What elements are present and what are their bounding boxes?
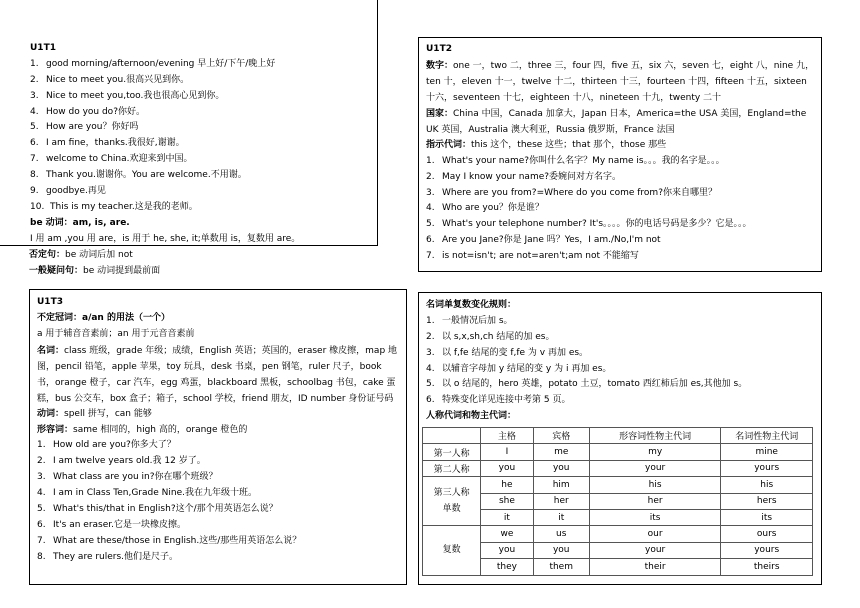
u1t2-numbers: 数字：one 一，two 二，three 三，four 四，five 五，six 六，seven 七，eight 八，nine 九，ten 十，eleven 十一，twelve 十二，thirteen 十三，fourteen 十四，fifteen 十五，sixteen 十六，seventeen 十七，eighteen 十八，nineteen 十九，twenty 二十 <box>426 60 815 103</box>
u1t2-box <box>418 37 822 272</box>
u1t1-item-text: Nice to meet you.很高兴见到你。 <box>46 74 190 85</box>
u1t3-list <box>37 438 401 565</box>
u1t1-item-number: 8. <box>30 170 39 181</box>
pronoun-title: 人称代词和物主代词： <box>426 411 517 422</box>
table-header-cell: 主格 <box>481 428 533 444</box>
u1t3-item-number: 5. <box>37 504 46 515</box>
plural-box <box>418 292 822 585</box>
table-cell: our <box>589 526 721 542</box>
u1t1-item-number: 1. <box>30 58 39 69</box>
table-row <box>423 509 813 525</box>
u1t1-item <box>30 184 375 200</box>
u1t3-item-number: 7. <box>37 535 46 546</box>
u1t3-item-text: What's this/that in English?这个/那个用英语怎么说？ <box>53 504 278 515</box>
plural-item-text: 一般情况后加 s。 <box>442 315 513 326</box>
table-cell: its <box>721 509 813 525</box>
plural-item-number: 2. <box>426 331 435 342</box>
plural-item-text: 以 o 结尾的，hero 英雄，potato 土豆，tomato 西红柿后加 es,其他加 s。 <box>442 379 748 390</box>
plural-item <box>426 330 818 346</box>
u1t3-item <box>37 518 401 534</box>
u1t3-nouns: 名词：class 班级，grade 年级；成绩，English 英语；英国的，eraser 橡皮擦，map 地图，pencil 铅笔，apple 苹果，toy 玩具，desk 书桌，pen 钢笔，ruler 尺子，book 书，orange 橙子，car 汽车，egg 鸡蛋，blackboard 黑板，schoolbag 书包，cake 蛋糕，bus 公交车，box 盒子；箱子，school 学校，friend 朋友，ID number 身份证号码 <box>37 345 398 404</box>
u1t1-item-number: 4. <box>30 106 39 117</box>
plural-item-number: 1. <box>426 315 435 326</box>
u1t1-item <box>30 152 375 168</box>
u1t1-item <box>30 89 375 105</box>
table-cell: yours <box>721 460 813 476</box>
u1t1-item-number: 6. <box>30 138 39 149</box>
u1t3-item <box>37 438 401 454</box>
u1t1-item-number: 7. <box>30 154 39 165</box>
table-cell: their <box>589 559 721 575</box>
table-row <box>423 559 813 575</box>
u1t2-item <box>426 217 816 233</box>
table-cell: he <box>481 477 533 493</box>
u1t3-item-text: What class are you in?你在哪个班级？ <box>53 472 218 483</box>
table-cell: we <box>481 526 533 542</box>
u1t3-item-number: 3. <box>37 472 46 483</box>
u1t3-item-number: 2. <box>37 456 46 467</box>
u1t1-item <box>30 136 375 152</box>
pronoun-table <box>422 427 813 576</box>
u1t1-item-text: I am fine，thanks.我很好,谢谢。 <box>46 138 185 149</box>
u1t3-item-number: 6. <box>37 519 46 530</box>
table-cell: his <box>721 477 813 493</box>
plural-item-number: 6. <box>426 395 435 406</box>
u1t2-item-text: What's your telephone number? It's。。。。你的电话号码是多少？它是。。。 <box>442 219 752 230</box>
u1t3-verbs: 动词：spell 拼写，can 能够 <box>37 408 152 419</box>
u1t3-box <box>29 289 407 585</box>
u1t2-item <box>426 154 816 170</box>
table-cell: her <box>533 493 589 509</box>
u1t1-item-text: good morning/afternoon/evening 早上好/下午/晚上好 <box>46 58 276 69</box>
u1t1-item-text: Nice to meet you,too.我也很高心见到你。 <box>46 90 225 101</box>
u1t2-item-number: 3. <box>426 187 435 198</box>
u1t3-item-number: 8. <box>37 551 46 562</box>
u1t3-adjectives: 形容词：same 相同的，high 高的，orange 橙色的 <box>37 424 248 435</box>
u1t1-title: U1T1 <box>30 43 56 53</box>
table-group-label: 第三人称单数 <box>423 477 481 526</box>
u1t2-item <box>426 170 816 186</box>
u1t1-be-rule: I 用 am ,you 用 are，is 用于 he, she, it;单数用 is，复数用 are。 <box>30 233 301 244</box>
table-group-label: 第二人称 <box>423 460 481 476</box>
u1t3-title: U1T3 <box>37 297 63 307</box>
table-cell: your <box>589 542 721 558</box>
u1t1-item-text: goodbye.再见 <box>46 186 106 197</box>
u1t2-item <box>426 201 816 217</box>
table-row <box>423 493 813 509</box>
u1t3-item <box>37 470 401 486</box>
table-cell: ours <box>721 526 813 542</box>
table-cell: yours <box>721 542 813 558</box>
table-group-label: 复数 <box>423 526 481 575</box>
table-cell: you <box>481 460 533 476</box>
u1t2-item-number: 1. <box>426 155 435 166</box>
table-header-cell <box>423 428 481 444</box>
u1t1-item-text: Thank you.谢谢你。You are welcome.不用谢。 <box>46 170 247 181</box>
u1t3-indef-text: a 用于辅音音素前；an 用于元音音素前 <box>37 328 195 339</box>
table-cell: your <box>589 460 721 476</box>
u1t2-demonstratives: 指示代词：this 这个，these 这些；that 那个，those 那些 <box>426 139 667 150</box>
plural-item <box>426 346 818 362</box>
u1t2-item-text: is not=isn't; are not=aren't;am not 不能缩写 <box>442 251 639 262</box>
u1t1-item <box>30 105 375 121</box>
u1t1-item <box>30 120 375 136</box>
table-cell: you <box>533 542 589 558</box>
u1t1-item-text: How do you do?你好。 <box>46 106 145 117</box>
table-header-row <box>423 428 813 444</box>
plural-item-text: 特殊变化详见连接中考第 5 页。 <box>442 395 571 406</box>
table-cell: me <box>533 444 589 460</box>
u1t3-item-text: How old are you?你多大了？ <box>53 440 176 451</box>
table-cell: I <box>481 444 533 460</box>
u1t2-item-text: Where are you from?=Where do you come from?你来自哪里？ <box>442 187 717 198</box>
table-row <box>423 460 813 476</box>
u1t3-indef-label: 不定冠词：a/an 的用法（一个） <box>37 312 170 323</box>
table-cell: you <box>481 542 533 558</box>
u1t1-negative: 否定句：be 动词后加 not <box>29 250 133 260</box>
u1t3-item-number: 1. <box>37 440 46 451</box>
u1t2-item-number: 5. <box>426 219 435 230</box>
u1t3-item-text: I am in Class Ten,Grade Nine.我在九年级十班。 <box>53 488 257 499</box>
plural-item-text: 以 f,fe 结尾的变 f,fe 为 v 再加 es。 <box>442 347 589 358</box>
u1t1-box <box>0 0 378 246</box>
table-row <box>423 526 813 542</box>
plural-item <box>426 314 818 330</box>
u1t1-item-text: This is my teacher.这是我的老师。 <box>50 201 198 212</box>
table-cell: it <box>481 509 533 525</box>
plural-list <box>426 314 818 409</box>
u1t2-countries: 国家：China 中国，Canada 加拿大，Japan 日本，America=the USA 美国，England=the UK 英国，Australia 澳大利亚，Russia 俄罗斯，France 法国 <box>426 108 807 135</box>
table-row <box>423 542 813 558</box>
u1t1-item-number: 9. <box>30 186 39 197</box>
u1t3-item <box>37 454 401 470</box>
table-cell: mine <box>721 444 813 460</box>
table-group-label: 第一人称 <box>423 444 481 460</box>
u1t2-item-number: 2. <box>426 171 435 182</box>
table-cell: them <box>533 559 589 575</box>
u1t2-list <box>426 154 816 265</box>
table-header-cell: 名词性物主代词 <box>721 428 813 444</box>
u1t2-item-number: 6. <box>426 235 435 246</box>
u1t3-item <box>37 534 401 550</box>
u1t3-item-number: 4. <box>37 488 46 499</box>
u1t2-item <box>426 249 816 265</box>
plural-item-number: 3. <box>426 347 435 358</box>
plural-item-number: 5. <box>426 379 435 390</box>
table-row <box>423 477 813 493</box>
table-cell: hers <box>721 493 813 509</box>
table-cell: him <box>533 477 589 493</box>
table-row <box>423 444 813 460</box>
plural-item-text: 以辅音字母加 y 结尾的变 y 为 i 再加 es。 <box>442 363 612 374</box>
u1t3-item-text: It's an eraser.它是一块橡皮擦。 <box>53 519 187 530</box>
u1t2-item-text: What's your name?你叫什么名字？My name is。。。我的名字是。。。 <box>442 155 725 166</box>
table-cell: they <box>481 559 533 575</box>
u1t2-item <box>426 233 816 249</box>
u1t1-list <box>30 57 375 216</box>
u1t3-item-text: They are rulers.他们是尺子。 <box>53 551 179 562</box>
u1t1-be-label: be 动词：am, is, are. <box>30 217 130 228</box>
table-cell: my <box>589 444 721 460</box>
u1t1-item-number: 3. <box>30 90 39 101</box>
table-cell: theirs <box>721 559 813 575</box>
plural-item <box>426 362 818 378</box>
table-header-cell: 宾格 <box>533 428 589 444</box>
table-cell: she <box>481 493 533 509</box>
table-cell: you <box>533 460 589 476</box>
table-cell: her <box>589 493 721 509</box>
plural-item-text: 以 s,x,sh,ch 结尾的加 es。 <box>442 331 555 342</box>
u1t2-item-number: 4. <box>426 203 435 214</box>
plural-title: 名词单复数变化规则： <box>426 300 517 310</box>
table-cell: us <box>533 526 589 542</box>
u1t1-item-number: 10. <box>30 201 45 212</box>
u1t2-item-text: May I know your name?委婉问对方名字。 <box>442 171 622 182</box>
u1t3-item-text: I am twelve years old.我 12 岁了。 <box>53 456 206 467</box>
table-cell: his <box>589 477 721 493</box>
u1t3-item <box>37 502 401 518</box>
u1t2-item-number: 7. <box>426 251 435 262</box>
u1t1-item-text: welcome to China.欢迎来到中国。 <box>46 154 193 165</box>
u1t3-item <box>37 486 401 502</box>
plural-item-number: 4. <box>426 363 435 374</box>
u1t1-item <box>30 168 375 184</box>
u1t1-item <box>30 73 375 89</box>
u1t1-item-number: 5. <box>30 122 39 133</box>
u1t1-item-number: 2. <box>30 74 39 85</box>
u1t3-item-text: What are these/those in English.这些/那些用英语怎么说？ <box>53 535 302 546</box>
u1t2-item-text: Who are you？你是谁？ <box>442 203 544 214</box>
u1t1-item-text: How are you？你好吗 <box>46 122 139 133</box>
u1t3-item <box>37 550 401 566</box>
plural-item <box>426 393 818 409</box>
table-cell: its <box>589 509 721 525</box>
u1t2-item-text: Are you Jane?你是 Jane 吗？Yes，I am./No,I'm not <box>442 235 661 246</box>
table-cell: it <box>533 509 589 525</box>
table-header-cell: 形容词性物主代词 <box>589 428 721 444</box>
plural-item <box>426 377 818 393</box>
u1t2-item <box>426 186 816 202</box>
u1t2-title: U1T2 <box>426 44 452 54</box>
u1t1-question: 一般疑问句：be 动词提到最前面 <box>29 266 161 276</box>
u1t1-item <box>30 57 375 73</box>
u1t1-item <box>30 200 375 216</box>
